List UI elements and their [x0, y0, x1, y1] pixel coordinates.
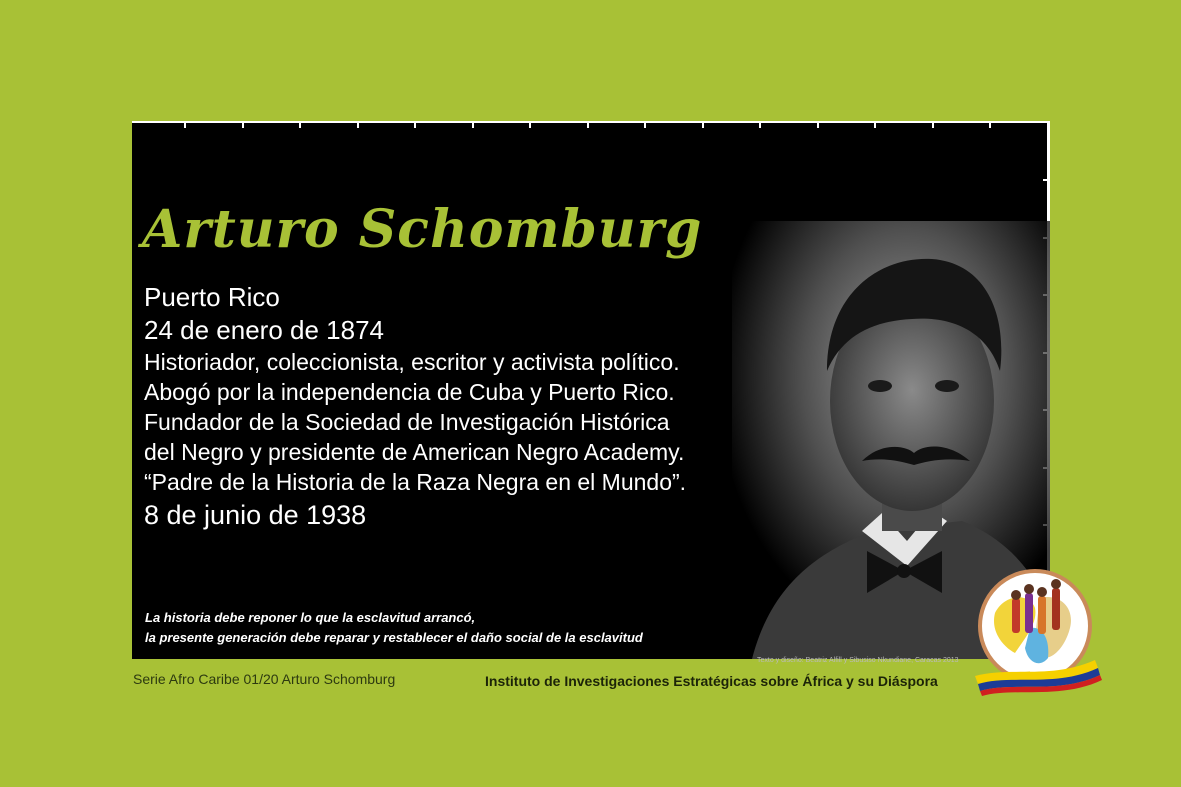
top-perforation [132, 121, 1050, 129]
perforation-tick [1043, 179, 1050, 181]
perforation-tick [817, 121, 819, 128]
perforation-tick [702, 121, 704, 128]
perforation-tick [529, 121, 531, 128]
perforation-tick [357, 121, 359, 128]
bio-line-1: Historiador, coleccionista, escritor y activista político. [144, 349, 680, 375]
bio-line-5: “Padre de la Historia de la Raza Negra en el Mundo”. [144, 469, 687, 495]
birth-date: 24 de enero de 1874 [144, 315, 384, 345]
bio-line-3: Fundador de la Sociedad de Investigación Histórica [144, 409, 670, 435]
poster-card [132, 121, 1050, 664]
perforation-tick [587, 121, 589, 128]
quote-line-2: la presente generación debe reparar y restablecer el daño social de la esclavitud [145, 630, 643, 645]
birthplace: Puerto Rico [144, 282, 280, 312]
perforation-tick [472, 121, 474, 128]
perforation-tick [644, 121, 646, 128]
death-date: 8 de junio de 1938 [144, 500, 367, 530]
perforation-tick [414, 121, 416, 128]
perforation-tick [874, 121, 876, 128]
perforation-tick [184, 121, 186, 128]
bio-line-4: del Negro y presidente de American Negro Academy. [144, 439, 685, 465]
perforation-tick [932, 121, 934, 128]
biography [144, 281, 686, 533]
perforation-tick [759, 121, 761, 128]
bio-line-2: Abogó por la independencia de Cuba y Puerto Rico. [144, 379, 675, 405]
perforation-tick [989, 121, 991, 128]
institute-logo-icon [970, 568, 1105, 693]
person-name: Arturo Schomburg [142, 199, 703, 260]
series-label: Serie Afro Caribe 01/20 Arturo Schomburg [133, 671, 396, 687]
quote-line-1: La historia debe reponer lo que la esclavitud arrancó, [145, 610, 476, 625]
design-credit: Texto y diseño: Beatriz Alfill y Sibusiso Nkundiane, Caracas 2013 [757, 657, 959, 664]
quote [145, 608, 643, 648]
perforation-tick [299, 121, 301, 128]
institute-name: Instituto de Investigaciones Estratégicas sobre África y su Diáspora [485, 673, 938, 689]
perforation-tick [242, 121, 244, 128]
